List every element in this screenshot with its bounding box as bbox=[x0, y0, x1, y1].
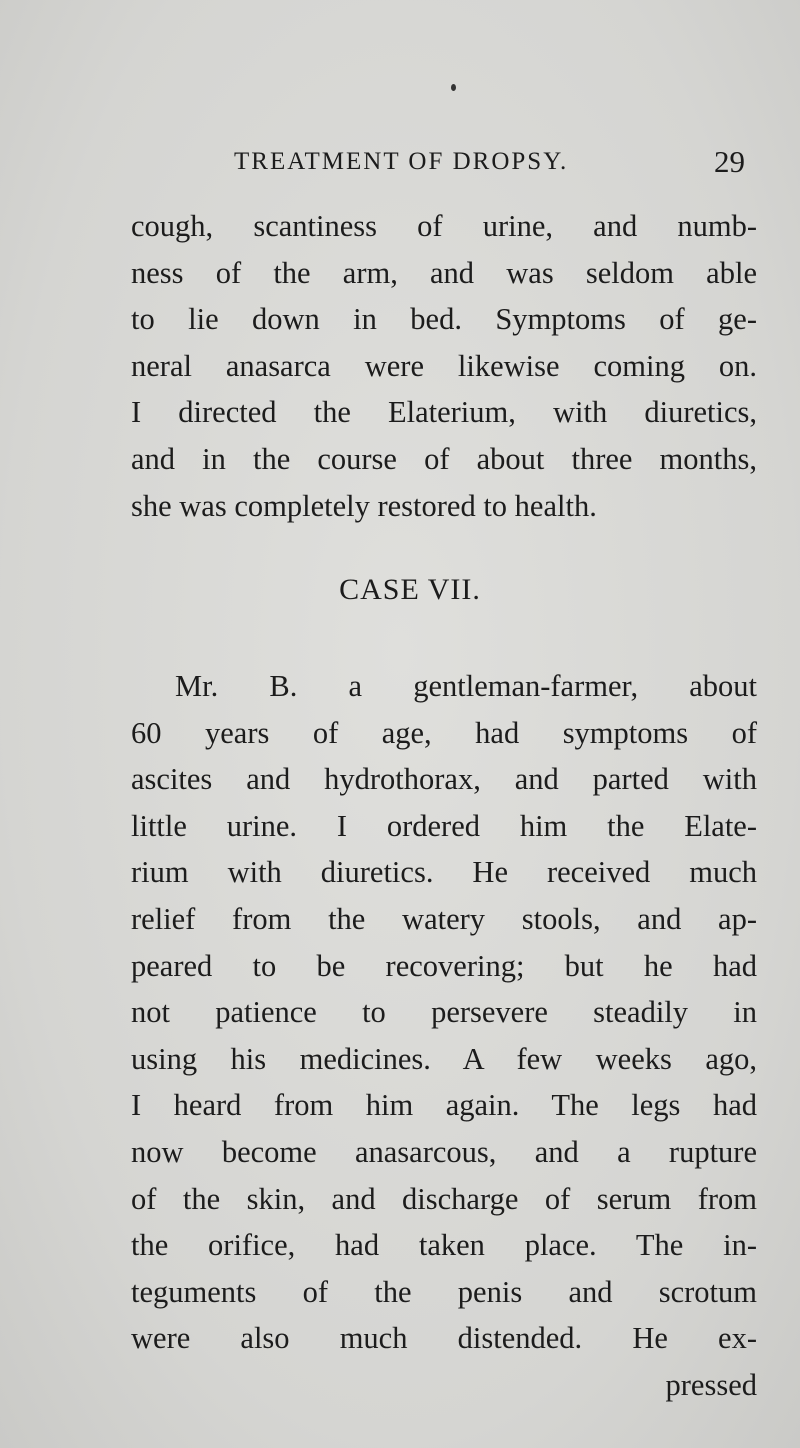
page-header bbox=[0, 144, 800, 184]
text-line: she was completely restored to health. bbox=[131, 488, 597, 523]
case-heading: CASE VII. bbox=[339, 573, 481, 606]
text-line: Mr. B. a gentleman-farmer, about bbox=[175, 669, 757, 703]
text-line: the orifice, had taken place. The in- bbox=[131, 1228, 757, 1263]
text-line: of the skin, and discharge of serum from bbox=[131, 1181, 757, 1216]
text-line: using his medicines. A few weeks ago, bbox=[131, 1041, 757, 1076]
text-line: teguments of the penis and scrotum bbox=[131, 1274, 757, 1309]
text-line: rium with diuretics. He received much bbox=[131, 855, 757, 890]
text-line: little urine. I ordered him the Elate- bbox=[131, 808, 757, 843]
text-line: now become anasarcous, and a rupture bbox=[131, 1134, 757, 1169]
text-line: were also much distended. He ex- bbox=[131, 1321, 757, 1356]
text-line: I directed the Elaterium, with diuretics, bbox=[131, 395, 757, 430]
text-line: and in the course of about three months, bbox=[131, 441, 757, 476]
catchword: pressed bbox=[665, 1367, 757, 1402]
page-number: 29 bbox=[714, 144, 745, 179]
text-line: I heard from him again. The legs had bbox=[131, 1088, 757, 1123]
text-line: to lie down in bed. Symptoms of ge- bbox=[131, 302, 757, 337]
text-line: neral anasarca were likewise coming on. bbox=[131, 348, 757, 383]
case-paragraph bbox=[131, 663, 757, 1409]
text-line: ness of the arm, and was seldom able bbox=[131, 255, 757, 290]
paragraph-continuation bbox=[131, 203, 757, 529]
text-line: ascites and hydrothorax, and parted with bbox=[131, 762, 757, 797]
text-line: 60 years of age, had symptoms of bbox=[131, 715, 757, 750]
text-line: relief from the watery stools, and ap- bbox=[131, 901, 757, 936]
running-title: TREATMENT OF DROPSY. bbox=[234, 148, 569, 175]
ink-speck bbox=[451, 84, 456, 91]
text-line: peared to be recovering; but he had bbox=[131, 948, 757, 983]
text-line: not patience to persevere steadily in bbox=[131, 995, 757, 1030]
text-line: cough, scantiness of urine, and numb- bbox=[131, 209, 757, 243]
